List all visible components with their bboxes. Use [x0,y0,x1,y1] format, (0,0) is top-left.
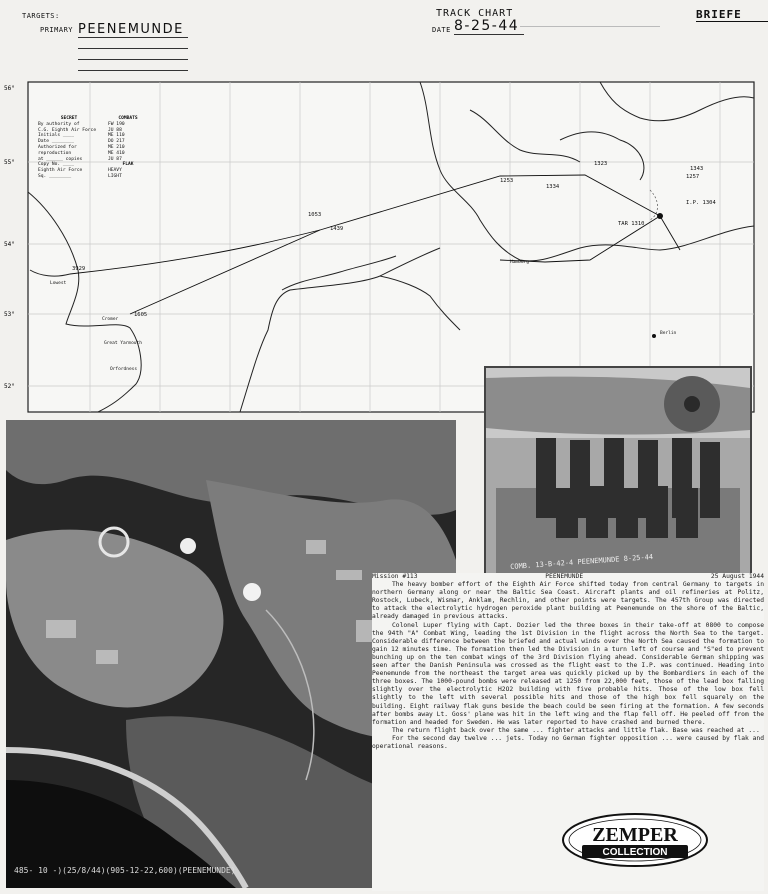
legend-line: Copy No. ____ [38,162,74,168]
place-label: Orfordness [110,367,138,372]
legend-line: Authorized for [38,144,77,150]
route-label: 1334 [546,184,560,190]
combats-title: COMBATS [118,116,138,121]
secret-title: SECRET [60,116,78,121]
narrative-paragraph: Colonel Luper flying with Capt. Dozier led the three boxes in their take-off at 0800 to compose the 94th "A" Combat Wing, leading the 1st Division in the flight across the North Sea to the target. Considerable difference between the briefed and actual winds over the North Sea caused the formation to gain 12 minutes time. The formation then led the Division in a turn left of course and "S"ed to prevent bunching up on the ten combat wings of the 3rd Division flying ahead. Considerable German shipping was seen after the Danish Peninsula was crossed as the flight east to the I.P. was continued. Heading into Peenemunde from the northeast the target area was quickly picked up by the Bombardiers in each of the three boxes. The 1000-pound bombs were released at 1250 from 22,000 feet, those of the lead box falling slightly over the electrolytic H2O2 building with five probable hits. Those of the low box fell slightly to the left with several possible hits and those of the high box fell squarely on the building. Eight railway flak guns beside the beach could be seen firing at the formation. A few seconds after bombs away Lt. Goss' plane was hit in the left wing and the flap fell off. He peeled off from the formation and headed for Sweden. He was later reported to have crashed and burned there. [372,621,764,726]
legend-line: at ______ copies [38,156,83,162]
combat-item: ME 410 [108,150,125,156]
route-label: 1257 [686,174,700,180]
primary-target: PEENEMUNDE [78,22,184,37]
route-label: TAR 1310 [618,221,645,227]
narrative-paragraph: For the second day twelve ... jets. Today no German fighter opposition ... were caused by flak and operational reasons. [372,734,764,750]
legend-line: Date ________ [38,139,74,145]
narrative-paragraph: The heavy bomber effort of the Eighth Air Force shifted today from central Germany to targets in northern Germany along or near the Baltic Sea Coast. Aircraft plants and oil refineries at Politz, Rostock, Lubeck, Wismar, Anklam, Rechlin, and other points were targets. The 457th Group was directed to attack the electrolytic hydrogen peroxide plant building at Peenemunde on the shore of the Baltic, already damaged in previous attacks. [372,581,764,621]
aerial-caption: 485- 10 -)(25/8/44)(905-12-22,600)(PEENEMUNDE) [14,866,236,875]
place-label: Lowest [50,281,67,286]
flak-item: LIGHT [108,173,122,179]
primary-label: PRIMARY [40,26,74,34]
secret-legend [38,116,148,178]
targets-label: TARGETS: [22,12,60,20]
combat-item: DO 217 [108,139,125,145]
legend-line: By authority of [38,121,80,127]
mission-number: Mission #113 [372,573,418,580]
combat-item: FW 190 [108,121,125,127]
lat-label: 52° [4,383,15,390]
lat-label: 56° [4,85,15,92]
combat-item: JU 87 [108,156,122,162]
legend-line: reproduction [38,150,72,156]
combat-item: ME 110 [108,133,125,139]
place-label: Berlin [660,331,677,336]
photo-caption: COMB. 13-B-42-4 PEENEMUNDE 8-25-44 [509,553,654,571]
route-label: 1323 [594,161,608,167]
route-label: 1343 [690,166,704,172]
place-label: Cromer [102,317,119,322]
lat-label: 55° [4,159,15,166]
combat-item: ME 210 [108,144,125,150]
legend-line: Sq. ________ [38,173,72,179]
zemper-collection-logo [560,812,710,868]
legend-line: C.G. Eighth Air Force [38,127,97,133]
place-label: Great Yarmouth [104,341,142,346]
route-label: 1439 [330,226,344,232]
briefed-label: BRIEFE [696,8,742,21]
route-label: 1253 [500,178,514,184]
narrative-paragraph: The return flight back over the same ... fighter attacks and little flak. Base was reached at ... [392,726,760,734]
date-label: DATE [432,26,451,34]
route-label: I.P. 1304 [686,200,716,206]
logo-line2: COLLECTION [602,847,668,858]
lat-label: 53° [4,311,15,318]
flak-title: FLAK [122,162,134,168]
route-label: 1053 [308,212,322,218]
flak-item: HEAVY [108,168,122,174]
date-value: 8-25-44 [454,18,520,34]
combat-item: JU 88 [108,127,122,133]
mission-place: PEENEMUNDE [545,573,584,580]
place-label: Hamburg [510,260,529,265]
crew-photo [484,366,752,576]
legend-line: Initials ____ [38,133,74,139]
lat-label: 54° [4,241,15,248]
logo-line1: ZEMPER [592,824,678,846]
route-label: 1605 [134,312,148,318]
route-label: 3929 [72,266,86,272]
mission-date: 25 August 1944 [710,573,764,580]
chart-title: TRACK CHART [436,8,514,19]
legend-line: Eighth Air Force [38,168,83,174]
